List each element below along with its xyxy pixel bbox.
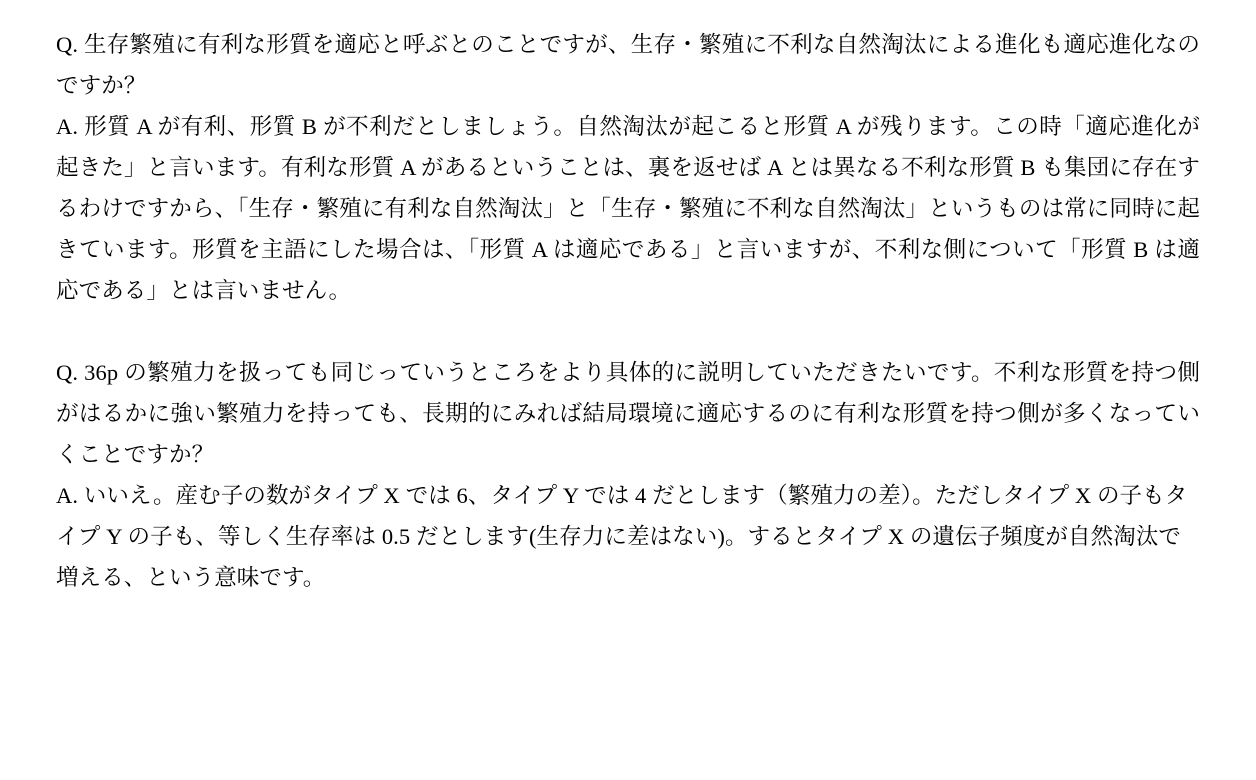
qa-block-1 xyxy=(56,24,1200,311)
qa-block-2 xyxy=(56,352,1200,598)
question-text-2: Q. 36p の繁殖力を扱っても同じっていうところをより具体的に説明していただきたいです。不利な形質を持つ側がはるかに強い繁殖力を持っても、長期的にみれば結局環境に適応するのに有利な形質を持つ側が多くなっていくことですか？ xyxy=(56,360,1200,467)
answer-text-2: A. いいえ。産む子の数がタイプ X では 6、タイプ Y では 4 だとします（繁殖力の差）。ただしタイプ X の子もタイプ Y の子も、等しく生存率は 0.5 だとします(生存力に差はない)。するとタイプ X の遺伝子頻度が自然淘汰で増える、という意味です。 xyxy=(56,483,1188,590)
block-separator xyxy=(56,311,1200,352)
answer-text-1: A. 形質 A が有利、形質 B が不利だとしましょう。自然淘汰が起こると形質 A が残ります。この時「適応進化が起きた」と言います。有利な形質 A があるということは、裏を返せば A とは異なる不利な形質 B も集団に存在するわけですから、「生存・繁殖に有利な自然淘汰」と「生存・繁殖に不利な自然淘汰」というものは常に同時に起きています。形質を主語にした場合は、「形質 A は適応である」と言いますが、不利な側について「形質 B は適応である」とは言いません。 xyxy=(56,114,1200,303)
question-text-1: Q. 生存繁殖に有利な形質を適応と呼ぶとのことですが、生存・繁殖に不利な自然淘汰による進化も適応進化なのですか？ xyxy=(56,32,1200,98)
